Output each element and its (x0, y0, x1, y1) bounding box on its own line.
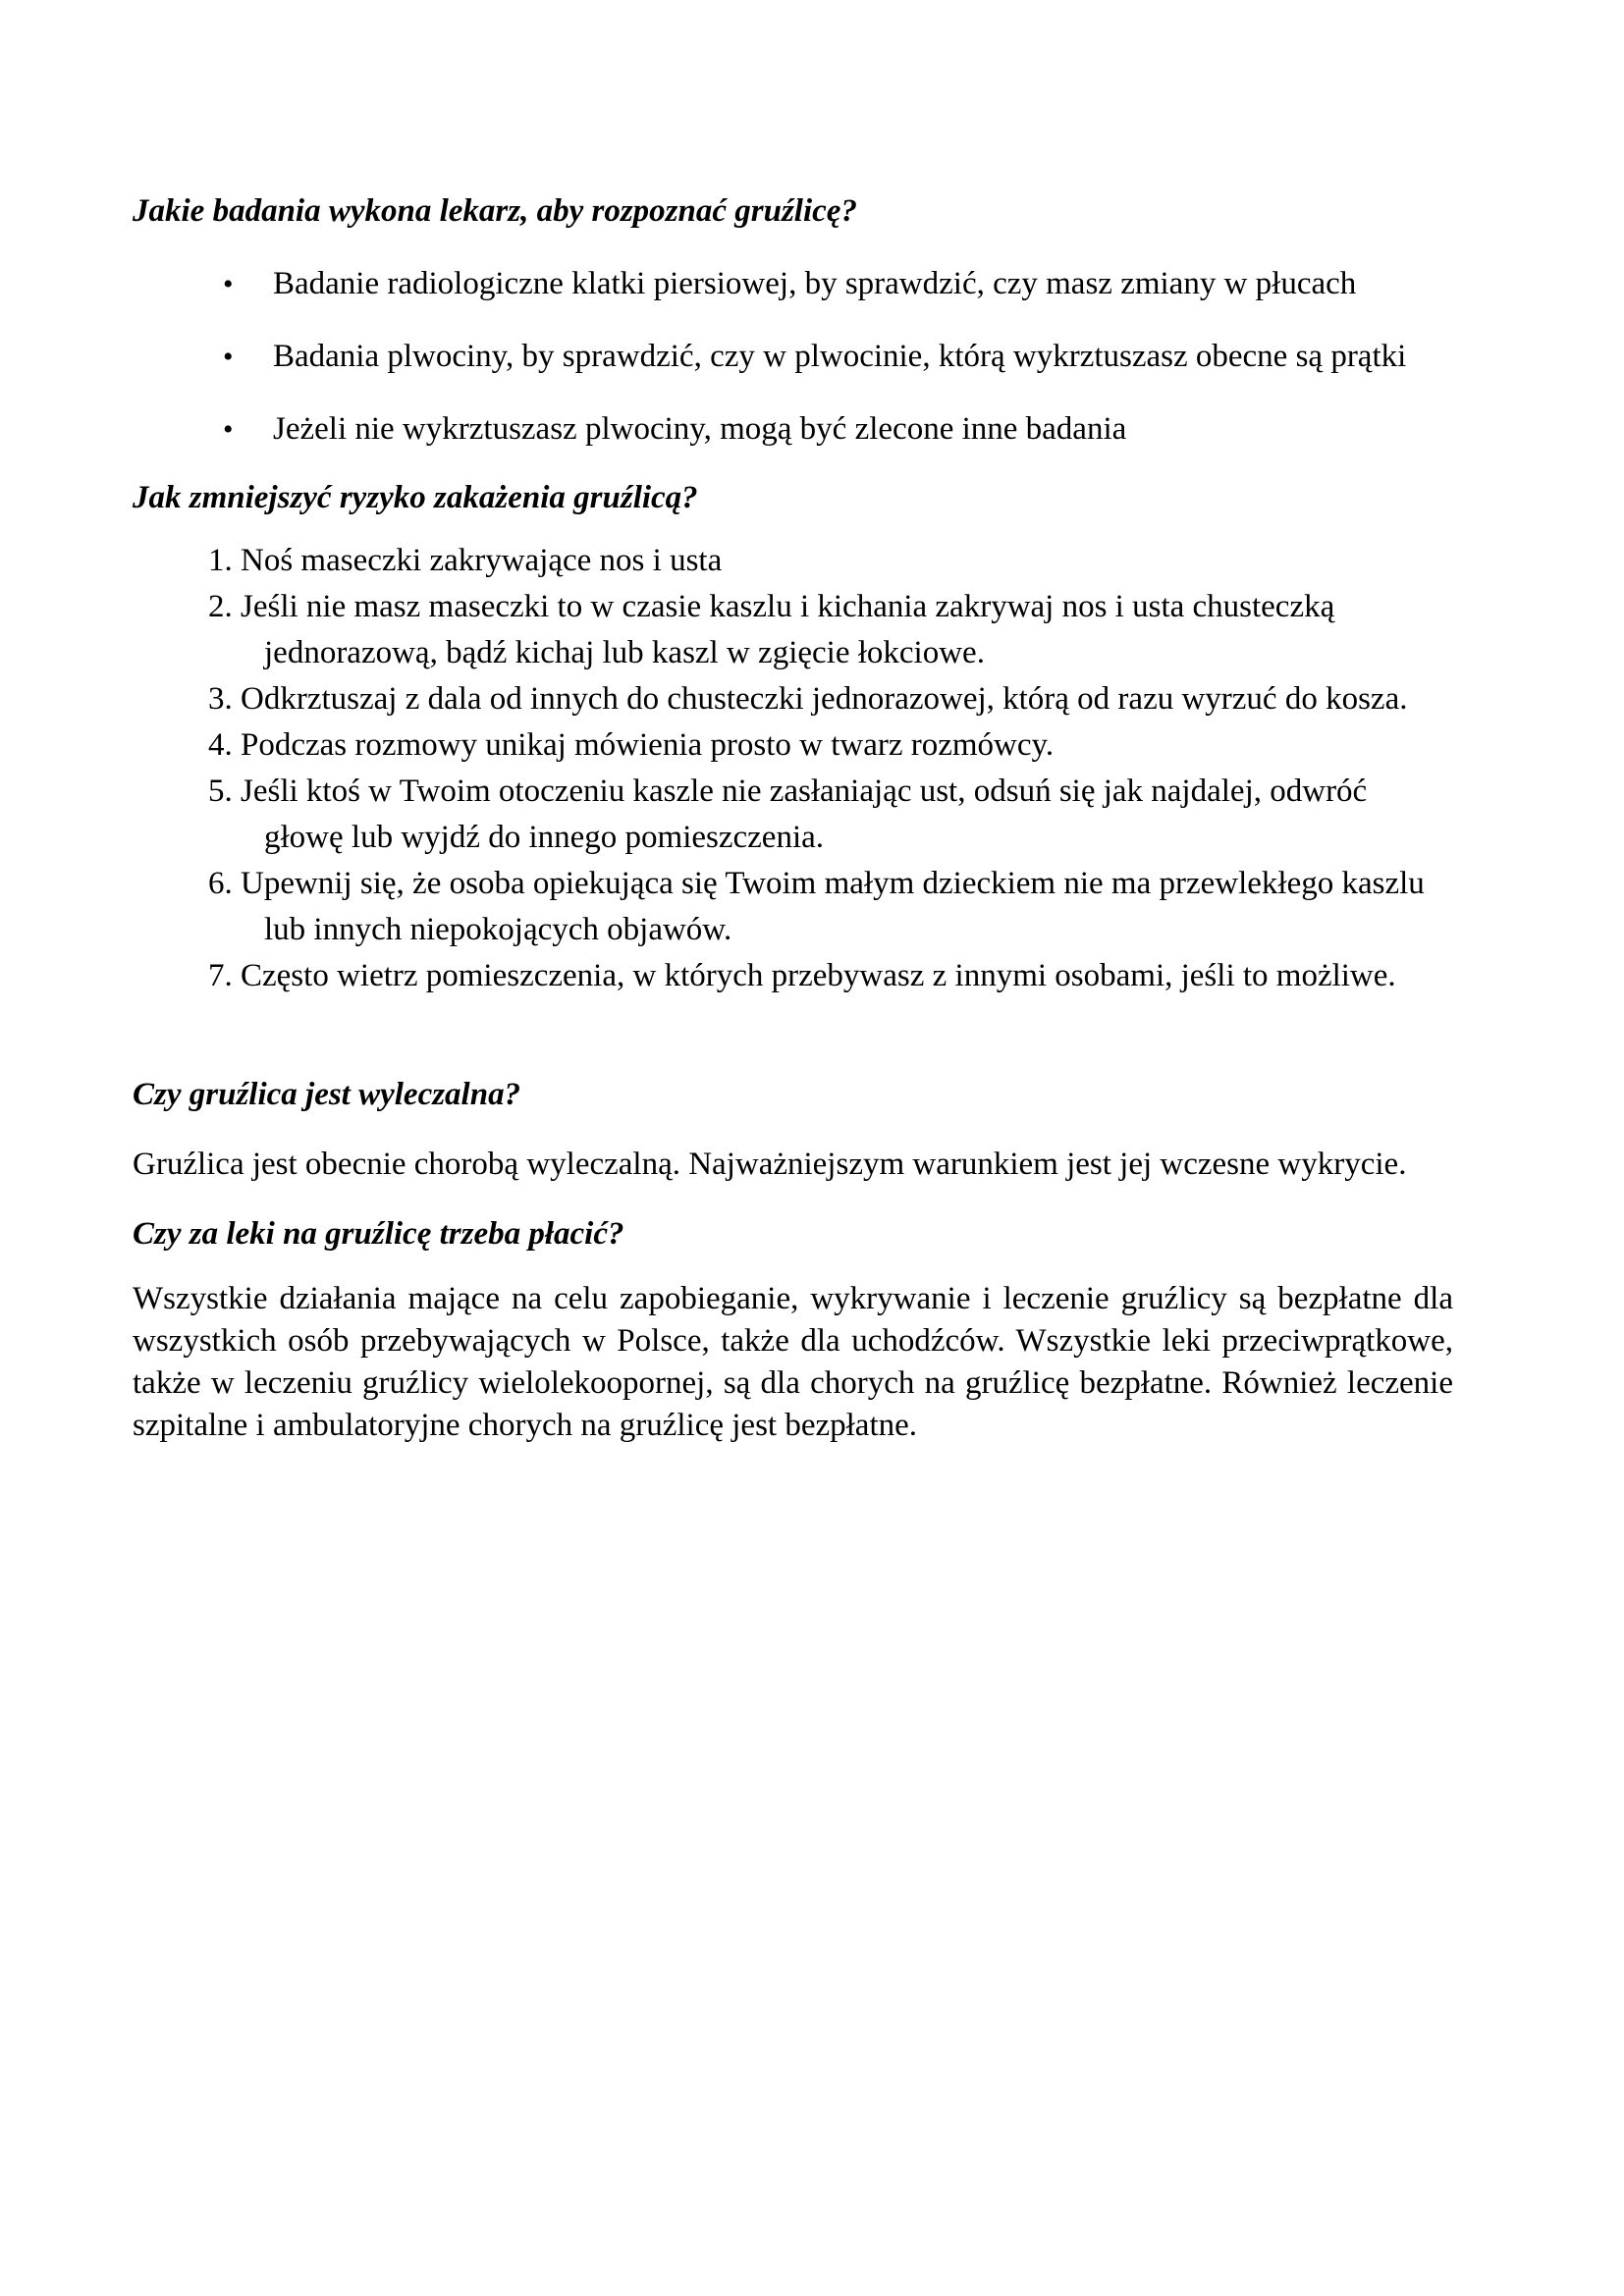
numbered-item: Często wietrz pomieszczenia, w których przebywasz z innymi osobami, jeśli to możliwe. (241, 958, 1396, 993)
section-heading-wyleczalna: Czy gruźlica jest wyleczalna? (133, 1077, 521, 1112)
bullet-icon: • (223, 413, 234, 446)
bullet-item-text: Badanie radiologiczne klatki piersiowej, by sprawdzić, czy masz zmiany w płucach (273, 266, 1357, 301)
bullet-list-badania (133, 261, 1453, 453)
numbered-item: Jeśli nie masz maseczki to w czasie kaszlu i kichania zakrywaj nos i usta chusteczką jednorazową, bądź kichaj lub kaszl w zgięcie łokciowe. (241, 589, 1335, 670)
bullet-item-text: Badania plwociny, by sprawdzić, czy w plwocinie, którą wykrztuszasz obecne są prątki (273, 339, 1407, 374)
bullet-item (133, 261, 1453, 307)
section-heading-leki: Czy za leki na gruźlicę trzeba płacić? (133, 1216, 624, 1252)
bullet-item-text: Jeżeli nie wykrztuszasz plwociny, mogą być zlecone inne badania (273, 411, 1127, 447)
numbered-item: Noś maseczki zakrywające nos i usta (241, 543, 723, 578)
section-heading-badania: Jakie badania wykona lekarz, aby rozpoznać gruźlicę? (133, 193, 857, 229)
numbered-item: Podczas rozmowy unikaj mówienia prosto w twarz rozmówcy. (241, 727, 1055, 763)
paragraph-leki: Wszystkie działania mające na celu zapobieganie, wykrywanie i leczenie gruźlicy są bezpłatne dla wszystkich osób przebywających w Polsce, także dla uchodźców. Wszystkie leki przeciwprątkowe, także w leczeniu gruźlicy wielolekoopornej, są dla chorych na gruźlicę bezpłatne. Również leczenie szpitalne i ambulatoryjne chorych na gruźlicę jest bezpłatne. (133, 1281, 1453, 1443)
bullet-item (133, 334, 1453, 380)
bullet-icon: • (223, 268, 234, 300)
section-heading-ryzyko: Jak zmniejszyć ryzyko zakażenia gruźlicą? (133, 480, 698, 515)
bullet-icon: • (223, 341, 234, 373)
numbered-item: Odkrztuszaj z dala od innych do chusteczki jednorazowej, którą od razu wyrzuć do kosza. (241, 681, 1408, 717)
numbered-list-ryzyko (133, 538, 1453, 999)
numbered-item: Upewnij się, że osoba opiekująca się Twoim małym dzieckiem nie ma przewlekłego kaszlu lub innych niepokojących objawów. (241, 866, 1425, 947)
bullet-item (133, 406, 1453, 453)
numbered-item: Jeśli ktoś w Twoim otoczeniu kaszle nie zasłaniając ust, odsuń się jak najdalej, odwróć głowę lub wyjdź do innego pomieszczenia. (241, 774, 1368, 855)
paragraph-wyleczalna: Gruźlica jest obecnie chorobą wyleczalną. Najważniejszym warunkiem jest jej wczesne wykrycie. (133, 1147, 1407, 1182)
